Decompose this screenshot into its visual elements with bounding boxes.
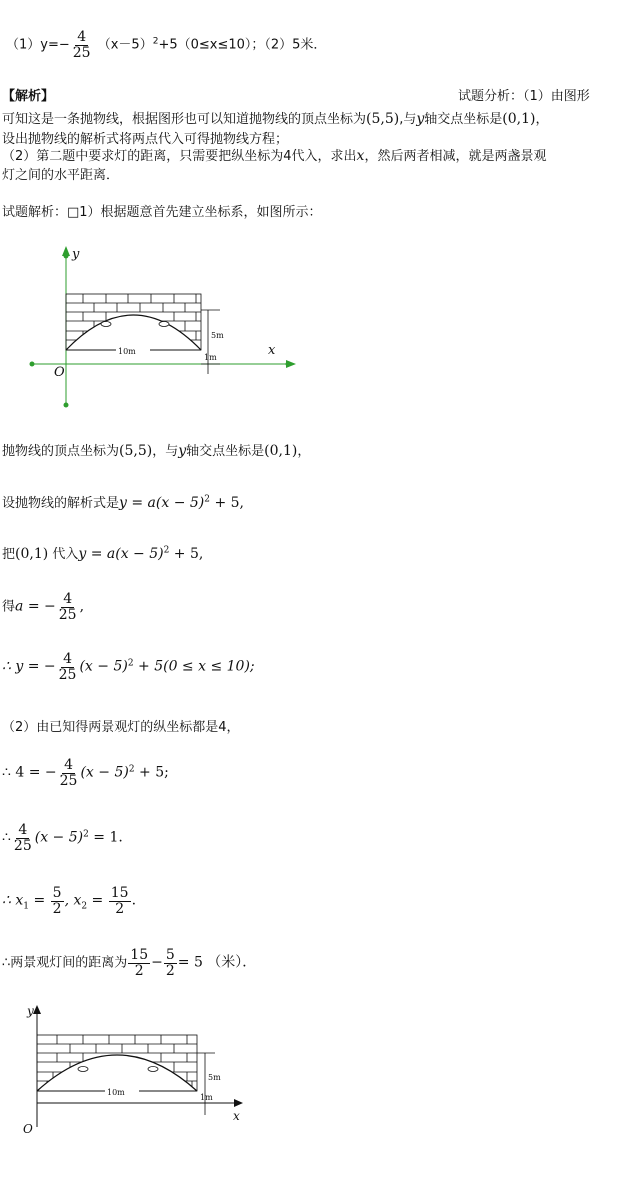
y-axis-label: y — [27, 1005, 34, 1018]
origin-label: O — [23, 1122, 33, 1136]
lamp-left-icon — [78, 1067, 88, 1072]
answer-fraction: $\frac{4}{25}$ — [72, 29, 91, 61]
axis-point-icon — [64, 254, 69, 259]
analysis-line-3: （2）第二题中要求灯的距离，只需要把纵坐标为4代入，求出x，然后两者相减，就是两盏景观 — [2, 148, 547, 164]
step-equation: ∴ y = − $\frac{4}{25}$ $(x - 5)^2 + 5(0 \le x \le 10)$; — [2, 651, 255, 683]
width-label: 10m — [118, 347, 136, 356]
step-part2: （2）由已知得两景观灯的纵坐标都是4， — [2, 720, 240, 735]
analysis-heading: 【解析】 — [2, 89, 55, 104]
analysis-line-2: 设出抛物线的解析式将两点代入可得抛物线方程； — [2, 132, 289, 147]
lamp-left-icon — [101, 322, 111, 327]
x-axis-label: x — [268, 343, 276, 358]
height-label: 5m — [211, 331, 224, 340]
step-vertex: 抛物线的顶点坐标为(5,5)，与y轴交点坐标是(0,1)， — [2, 443, 311, 459]
answer-line: （1）y=− $\frac{4}{25}$ $(x-5)^2+5(0\le x\le 10)$；（2）5米． — [6, 29, 327, 61]
solution-intro: 试题解析：□1）根据题意首先建立坐标系，如图所示： — [2, 205, 322, 220]
axis-point-icon — [286, 362, 291, 367]
step-distance: ∴两景观灯间的距离为 $\frac{15}{2}$ − $\frac{5}{2}$ = 5 （米）． — [2, 947, 257, 979]
y-axis-arrow-icon — [33, 1005, 41, 1014]
analysis-right-label: 试题分析：（1）由图形 — [458, 89, 590, 104]
dimension-lines — [201, 310, 220, 374]
analysis-line-4: 灯之间的水平距离． — [2, 168, 120, 183]
x-axis-arrow-icon — [234, 1099, 243, 1107]
width-label: 10m — [107, 1088, 125, 1097]
base-label: 1m — [204, 353, 217, 362]
step-roots: ∴ $x_1$ = $\frac{5}{2}$ , $x_2$ = $\frac{15}{2}$ . — [2, 885, 137, 917]
base-label: 1m — [200, 1093, 213, 1102]
height-label: 5m — [208, 1073, 221, 1082]
axis-point-icon — [64, 403, 69, 408]
y-axis-label: y — [72, 247, 80, 262]
lamp-right-icon — [148, 1067, 158, 1072]
step-substitute-4: ∴ 4 = − $\frac{4}{25}$ $(x - 5)^2 + 5$; — [2, 757, 169, 789]
step-form: 设抛物线的解析式是$y = a(x - 5)^2 + 5$, — [2, 494, 244, 511]
step-simplify: ∴ $\frac{4}{25}$ $(x - 5)^2 = 1$. — [2, 822, 123, 854]
dimension-lines-2 — [197, 1053, 215, 1115]
axis-point-icon — [30, 362, 35, 367]
x-axis-label: x — [233, 1109, 240, 1123]
bridge-figure-2 — [15, 1005, 265, 1145]
parabola-arch — [66, 315, 201, 350]
parabola-arch-2 — [37, 1055, 197, 1091]
step-substitute: 把(0,1) 代入$y = a(x - 5)^2 + 5$, — [2, 545, 204, 562]
step-a-value: 得a = − $\frac{4}{25}$ , — [2, 591, 85, 623]
bridge-figure-1 — [28, 246, 298, 411]
analysis-line-1: 可知这是一条抛物线，根据图形也可以知道抛物线的顶点坐标为(5,5),与y轴交点坐标是(0,1)， — [2, 111, 549, 127]
origin-label: O — [54, 365, 65, 380]
lamp-right-icon — [159, 322, 169, 327]
